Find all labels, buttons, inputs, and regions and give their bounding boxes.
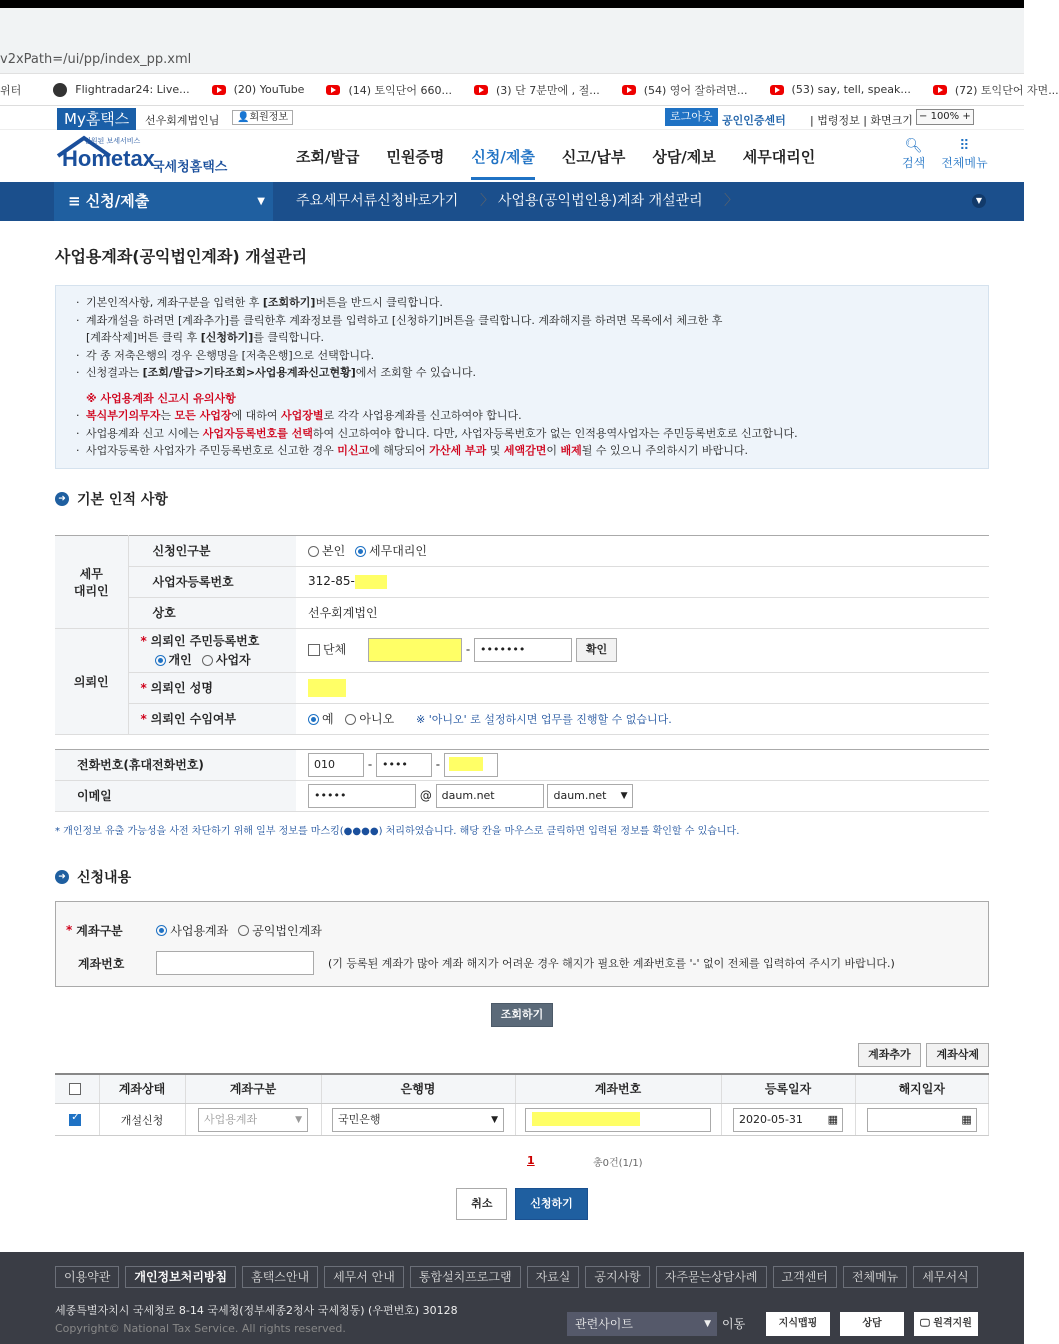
- radio-label: 본인: [322, 544, 346, 558]
- confirm-button[interactable]: 확인: [576, 638, 617, 662]
- nav-inquiry[interactable]: 조회/발급: [296, 148, 360, 166]
- footer-copyright: Copyright© National Tax Service. All rights reserved.: [55, 1322, 346, 1335]
- select-value: 관련사이트: [575, 1317, 633, 1331]
- email-at: @: [419, 788, 432, 802]
- footer-link[interactable]: 자주묻는상담사례: [656, 1266, 767, 1288]
- warning-text: 사업자등록번호를 선택: [202, 426, 313, 440]
- select-value: 국민은행: [338, 1112, 381, 1126]
- grid-header: 해지일자: [855, 1074, 989, 1104]
- client-name-label-cell: [128, 672, 296, 703]
- email-field: [296, 780, 989, 811]
- grid-header-check: [55, 1074, 99, 1104]
- grid-header: 등록일자: [721, 1074, 855, 1104]
- row-checkbox[interactable]: [69, 1114, 81, 1126]
- required-mark: *: [140, 634, 147, 648]
- warning-text: 복식부기의무자: [86, 409, 161, 422]
- user-name: 선우회계법인님: [145, 114, 220, 127]
- warning-text: 에 대하여: [231, 409, 281, 422]
- section-heading-request: [55, 867, 989, 887]
- footer-link[interactable]: 세무서식: [913, 1266, 977, 1288]
- radio-no[interactable]: [345, 714, 356, 725]
- radio-self[interactable]: [308, 546, 319, 557]
- account-grid: [55, 1073, 989, 1137]
- arrow-right-icon: ➜: [55, 870, 69, 884]
- logo-tagline: 민원된 보세서비스: [84, 137, 141, 145]
- notice-text: [계좌삭제]버튼 클릭 후: [86, 331, 201, 344]
- client-rrn-label-cell: [128, 628, 296, 672]
- warning-text: 미신고: [337, 444, 370, 457]
- phone-part2-input[interactable]: ••••: [376, 753, 432, 777]
- select-all-checkbox[interactable]: [69, 1083, 81, 1095]
- warning-text: 될 수 있으니 주의하시기 바랍니다.: [581, 444, 749, 457]
- pagination: [55, 1154, 989, 1170]
- page-title: 사업용계좌(공익법인계좌) 개설관리: [55, 247, 308, 266]
- warning-text: 로 각각 사업용계좌를 신고하여야 합니다.: [323, 409, 522, 422]
- bookmark-label: (3) 단 7분만에 , 절...: [496, 83, 600, 97]
- bookmark-label: (20) YouTube: [233, 83, 305, 96]
- radio-label: 개인: [168, 653, 192, 667]
- table-row: [55, 1104, 989, 1136]
- window-top-border: [0, 0, 1024, 8]
- nav-certificate[interactable]: 민원증명: [386, 148, 445, 166]
- bookmark-item[interactable]: [53, 83, 189, 97]
- radio-label: 예: [322, 712, 334, 726]
- account-type-label: 계좌구분: [76, 923, 123, 938]
- apply-button[interactable]: 신청하기: [515, 1188, 588, 1220]
- util-right-links: | 법령정보 | 화면크기: [810, 114, 913, 127]
- account-no-cell: [515, 1104, 721, 1136]
- section-heading-basic: [55, 489, 989, 509]
- footer-link[interactable]: 개인정보처리방침: [125, 1266, 236, 1288]
- notice-text: 버튼을 반드시 클릭합니다.: [315, 296, 443, 309]
- end-date-input[interactable]: [867, 1108, 977, 1132]
- radio-label: 사업용계좌: [170, 923, 229, 938]
- account-type-row: [66, 914, 978, 947]
- nav-report-pay[interactable]: 신고/납부: [561, 148, 626, 166]
- bookmark-item[interactable]: [212, 83, 305, 96]
- section-title: 기본 인적 사항: [77, 491, 168, 508]
- select-value: 사업용계좌: [204, 1112, 258, 1126]
- bookmark-label: (54) 영어 잘하려면...: [643, 83, 748, 97]
- email-domain-input[interactable]: daum.net: [436, 784, 544, 808]
- youtube-icon: [622, 85, 636, 95]
- bookmarks-bar: [0, 74, 1059, 106]
- grid-menu-icon: ⠿: [959, 138, 970, 154]
- nav-apply-submit[interactable]: 신청/제출: [471, 146, 534, 180]
- member-info-button[interactable]: 👤회원정보: [232, 110, 293, 125]
- notice-line: [74, 347, 968, 365]
- phone-label: 전화번호(휴대전화번호): [55, 749, 296, 780]
- youtube-icon: [212, 85, 226, 95]
- footer-link[interactable]: 공지사항: [585, 1266, 649, 1288]
- logout-button[interactable]: 로그아웃: [665, 108, 718, 126]
- notice-text: 각 종 저축은행의 경우 은행명을 [저축은행]으로 선택합니다.: [86, 348, 375, 362]
- rrn-front-input[interactable]: [368, 638, 462, 662]
- footer-link[interactable]: 홈택스안내: [242, 1266, 318, 1288]
- radio-business-account[interactable]: [156, 925, 167, 936]
- required-mark: *: [140, 712, 147, 726]
- account-number-label: 계좌번호: [78, 956, 125, 971]
- bookmark-item[interactable]: [770, 83, 911, 96]
- end-date-cell: [855, 1104, 989, 1136]
- required-mark: *: [66, 923, 73, 937]
- search-submit-button[interactable]: 조회하기: [491, 1003, 554, 1027]
- search-button-wrap: [55, 1003, 989, 1027]
- footer-link[interactable]: 고객센터: [773, 1266, 837, 1288]
- notice-line: [74, 294, 968, 312]
- warning-line: [74, 407, 968, 425]
- warning-text: 에 해당되어: [369, 444, 430, 457]
- chevron-down-icon: ▼: [704, 1319, 711, 1329]
- footer-link[interactable]: 전체메뉴: [843, 1266, 907, 1288]
- grid-header: 계좌구분: [185, 1074, 321, 1104]
- warning-text: 하여 신고하여야 합니다. 다만, 사업자등록번호가 없는 인적용역사업자는 주민등록번호로 신고합니다.: [312, 426, 798, 440]
- warning-text: 세액감면: [503, 444, 547, 457]
- all-menu-label: 전체메뉴: [941, 156, 988, 170]
- radio-public-account[interactable]: [238, 925, 249, 936]
- notice-line: [74, 312, 968, 330]
- warning-text: 는: [160, 409, 175, 422]
- masked-value: [449, 757, 483, 771]
- type-cell: [185, 1104, 321, 1136]
- section-menu-dropdown[interactable]: ≡ 신청/제출 ▼: [54, 182, 273, 221]
- rrn-back-input[interactable]: •••••••: [474, 638, 572, 662]
- logo-main-text: Hometax: [62, 146, 155, 171]
- breadcrumb-separator: 〉: [480, 193, 494, 209]
- related-sites-select[interactable]: [567, 1312, 717, 1336]
- hometax-logo[interactable]: [54, 136, 234, 176]
- client-rrn-field: 단체 - ••••••• 확인: [296, 628, 989, 672]
- warning-text: 사업자등록한 사업자가 주민등록번호로 신고한 경우: [86, 444, 338, 457]
- flightradar-icon: [53, 83, 67, 97]
- bank-cell: [321, 1104, 515, 1136]
- notice-text: 기본인적사항, 계좌구분을 입력한 후: [86, 296, 263, 309]
- remote-support-button[interactable]: [914, 1312, 978, 1336]
- zoom-control[interactable]: [916, 109, 974, 125]
- footer-link[interactable]: 이용약관: [55, 1266, 119, 1288]
- masked-value: [532, 1112, 640, 1126]
- group-checkbox[interactable]: [308, 644, 320, 656]
- radio-label: 사업자: [215, 653, 251, 667]
- search-icon: 🔍︎: [904, 138, 923, 154]
- basic-info-table: [55, 535, 989, 735]
- zoom-level: 100%: [930, 111, 960, 122]
- footer-banner-consult[interactable]: 상담: [840, 1312, 904, 1336]
- grid-header: 계좌번호: [515, 1074, 721, 1104]
- site-header: [0, 130, 1024, 182]
- screen-size-label: 화면크기: [870, 114, 913, 127]
- radio-yes[interactable]: [308, 714, 319, 725]
- consent-label: 의뢰인 수임여부: [150, 712, 237, 726]
- account-number-note: (기 등록된 계좌가 많아 계좌 해지가 어려운 경우 해지가 필요한 계좌번호를 '-' 없이 전체를 입력하여 주시기 바랍니다.): [328, 957, 895, 970]
- law-info-link[interactable]: 법령정보: [817, 114, 860, 127]
- youtube-icon: [326, 85, 340, 95]
- notice-text: [조회/발급>기타조회>사업용계좌신고현황]: [142, 366, 356, 379]
- consent-field: [296, 703, 989, 734]
- notice-text: 를 클릭합니다.: [253, 331, 325, 344]
- bookmark-item[interactable]: [0, 82, 21, 98]
- client-rrn-label: 의뢰인 주민등록번호: [150, 634, 260, 648]
- move-button[interactable]: 이동: [722, 1317, 746, 1331]
- nav-tax-agent[interactable]: 세무대리인: [742, 148, 816, 166]
- radio-business[interactable]: [202, 655, 213, 666]
- bookmark-item[interactable]: [326, 82, 452, 98]
- footer-link[interactable]: 통합설치프로그램: [410, 1266, 521, 1288]
- tax-agent-group-label: 세무 대리인: [55, 535, 128, 628]
- form-actions: [55, 1188, 989, 1220]
- calendar-icon[interactable]: ▦: [961, 1112, 972, 1126]
- phone-part1-input[interactable]: 010: [308, 753, 364, 777]
- search-button[interactable]: [902, 138, 925, 171]
- bookmark-item[interactable]: [622, 82, 748, 98]
- radio-label: 세무대리인: [369, 544, 427, 558]
- row-check-cell: [55, 1104, 99, 1136]
- grid-header: 은행명: [321, 1074, 515, 1104]
- notice-text: 계좌개설을 하려면 [계좌추가]를 클릭한후 계좌정보를 입력하고 [신청하기]버튼을 클릭합니다. 계좌해지를 하려면 목록에서 체크한 후: [86, 313, 723, 327]
- footer-links: [55, 1266, 984, 1288]
- grid-account-input[interactable]: [525, 1108, 711, 1132]
- warning-line: [74, 425, 968, 443]
- contact-table: [55, 749, 989, 812]
- notice-line: [74, 329, 968, 347]
- sub-navigation: [0, 182, 1024, 221]
- section-menu-label: 신청/제출: [85, 192, 150, 210]
- page-number[interactable]: 1: [527, 1154, 535, 1167]
- grid-header-row: [55, 1074, 989, 1104]
- youtube-icon: [933, 85, 947, 95]
- warning-text: 모든 사업장: [174, 409, 232, 422]
- notice-text: 에서 조회할 수 있습니다.: [355, 366, 477, 379]
- breadcrumb-separator: 〉: [724, 193, 738, 209]
- phone-field: 010 - •••• -: [296, 749, 989, 780]
- header-icons: [902, 138, 1004, 171]
- chevron-down-icon[interactable]: ▼: [972, 194, 986, 208]
- client-name-value[interactable]: [308, 679, 346, 697]
- warning-title: ※ 사업용계좌 신고시 유의사항: [86, 391, 236, 405]
- footer-link[interactable]: 자료실: [527, 1266, 580, 1288]
- reg-date-cell: [721, 1104, 855, 1136]
- applicant-type-field: [296, 535, 989, 566]
- radio-individual[interactable]: [155, 655, 166, 666]
- brn-field: [296, 566, 989, 597]
- remote-support-label: 원격지원: [933, 1318, 972, 1329]
- cancel-button[interactable]: 취소: [456, 1188, 507, 1220]
- delete-account-button[interactable]: 계좌삭제: [926, 1043, 989, 1067]
- notice-text: 신청결과는: [86, 366, 143, 379]
- calendar-icon[interactable]: ▦: [827, 1112, 838, 1126]
- bookmark-label: (14) 토익단어 660...: [348, 83, 453, 97]
- status-cell: 개설신청: [99, 1104, 185, 1136]
- utility-bar: [0, 106, 1024, 130]
- radio-label: 공익법인계좌: [252, 923, 322, 938]
- warning-text: 가산세 부과: [429, 444, 487, 457]
- consent-label-cell: [128, 703, 296, 734]
- bookmark-label: (53) say, tell, speak...: [791, 83, 911, 96]
- warning-line: [74, 442, 968, 460]
- notice-text: [조회하기]: [262, 296, 316, 309]
- main-content: [55, 230, 989, 1220]
- breadcrumb-1[interactable]: 주요세무서류신청바로가기: [296, 193, 459, 209]
- add-account-button[interactable]: 계좌추가: [858, 1043, 921, 1067]
- cert-center-link[interactable]: 공인인증센터: [722, 114, 786, 127]
- logo-sub-text: 국세청홈택스: [152, 160, 228, 175]
- required-mark: *: [140, 681, 147, 695]
- bank-select[interactable]: [332, 1108, 504, 1132]
- arrow-right-icon: ➜: [55, 492, 69, 506]
- radio-label: 아니오: [359, 712, 395, 726]
- notice-box: [55, 285, 989, 469]
- reg-date-input[interactable]: [733, 1108, 843, 1132]
- address-bar[interactable]: [0, 8, 1024, 74]
- bookmark-item[interactable]: [933, 82, 1059, 98]
- bookmark-label: 위터: [0, 83, 22, 97]
- reg-date-value: 2020-05-31: [739, 1112, 803, 1126]
- masking-note: * 개인정보 유출 가능성을 사전 차단하기 위해 일부 정보를 마스킹(●●●●) 처리하였습니다. 해당 칸을 마우스로 클릭하면 입력된 정보를 확인할 수 있습니다.: [55, 825, 740, 837]
- global-nav: [296, 146, 842, 180]
- brn-label: 사업자등록번호: [128, 566, 296, 597]
- grid-actions: [55, 1043, 989, 1067]
- company-value: 선우회계법인: [296, 597, 989, 628]
- youtube-icon: [474, 85, 488, 95]
- warning-text: 배제: [560, 444, 582, 457]
- section-title: 신청내용: [77, 869, 132, 886]
- phone-part3-input[interactable]: [444, 753, 498, 777]
- account-number-input[interactable]: [156, 951, 314, 975]
- footer: [0, 1252, 1024, 1344]
- grid-header: 계좌상태: [99, 1074, 185, 1104]
- masked-value: [355, 575, 387, 589]
- email-label: 이메일: [55, 780, 296, 811]
- footer-link[interactable]: 세무서 안내: [324, 1266, 404, 1288]
- total-count: 총0건(1/1): [593, 1158, 643, 1169]
- group-label: 단체: [323, 642, 347, 657]
- email-id-input[interactable]: •••••: [308, 784, 416, 808]
- zoom-in-icon[interactable]: +: [962, 111, 971, 122]
- client-name-label: 의뢰인 성명: [150, 681, 213, 695]
- chevron-down-icon: ▼: [491, 1114, 498, 1125]
- zoom-out-icon[interactable]: −: [919, 111, 928, 122]
- applicant-type-label: 신청인구분: [128, 535, 296, 566]
- breadcrumb-2[interactable]: 사업용(공익법인용)계좌 개설관리: [498, 193, 703, 209]
- my-hometax-button[interactable]: My홈택스: [57, 108, 136, 130]
- client-name-field: [296, 672, 989, 703]
- consent-note: ※ '아니오' 로 설정하시면 업무를 진행할 수 없습니다.: [416, 713, 672, 726]
- account-type-select[interactable]: [198, 1108, 308, 1132]
- notice-line: [74, 364, 968, 382]
- account-number-row: [66, 947, 978, 980]
- request-box: [55, 901, 989, 987]
- bookmark-label: (72) 토익단어 자면...: [954, 83, 1059, 97]
- footer-banner-mapping[interactable]: 지식맵핑: [766, 1312, 830, 1336]
- brn-value: 312-85-: [308, 574, 355, 589]
- bookmark-label: Flightradar24: Live...: [75, 83, 190, 96]
- client-group-label: 의뢰인: [55, 628, 128, 734]
- email-domain-select[interactable]: [547, 784, 633, 808]
- url-text[interactable]: v2xPath=/ui/pp/index_pp.xml: [0, 52, 192, 67]
- warning-text: 및: [486, 444, 504, 457]
- bookmark-item[interactable]: [474, 82, 600, 98]
- notice-text: [신청하기]: [200, 331, 254, 344]
- chevron-down-icon: ▼: [295, 1114, 302, 1125]
- warning-text: 이: [546, 444, 561, 457]
- warning-text: 사업장별: [280, 409, 324, 422]
- youtube-icon: [770, 85, 784, 95]
- nav-consult[interactable]: 상담/제보: [652, 148, 716, 166]
- chevron-down-icon: ▼: [620, 790, 628, 801]
- search-label: 검색: [902, 156, 926, 170]
- select-value: daum.net: [553, 788, 607, 802]
- company-label: 상호: [128, 597, 296, 628]
- all-menu-button[interactable]: [941, 138, 987, 171]
- chevron-down-icon: ▼: [257, 196, 265, 207]
- member-info-label: 회원정보: [249, 112, 289, 123]
- warning-text: 사업용계좌 신고 시에는: [86, 426, 203, 440]
- footer-address: 세종특별자치시 국세청로 8-14 국세청(정부세종2청사 국세청동) (우편번호) 30128: [55, 1304, 458, 1317]
- radio-tax-agent[interactable]: [355, 546, 366, 557]
- monitor-icon: 🖵: [920, 1318, 930, 1329]
